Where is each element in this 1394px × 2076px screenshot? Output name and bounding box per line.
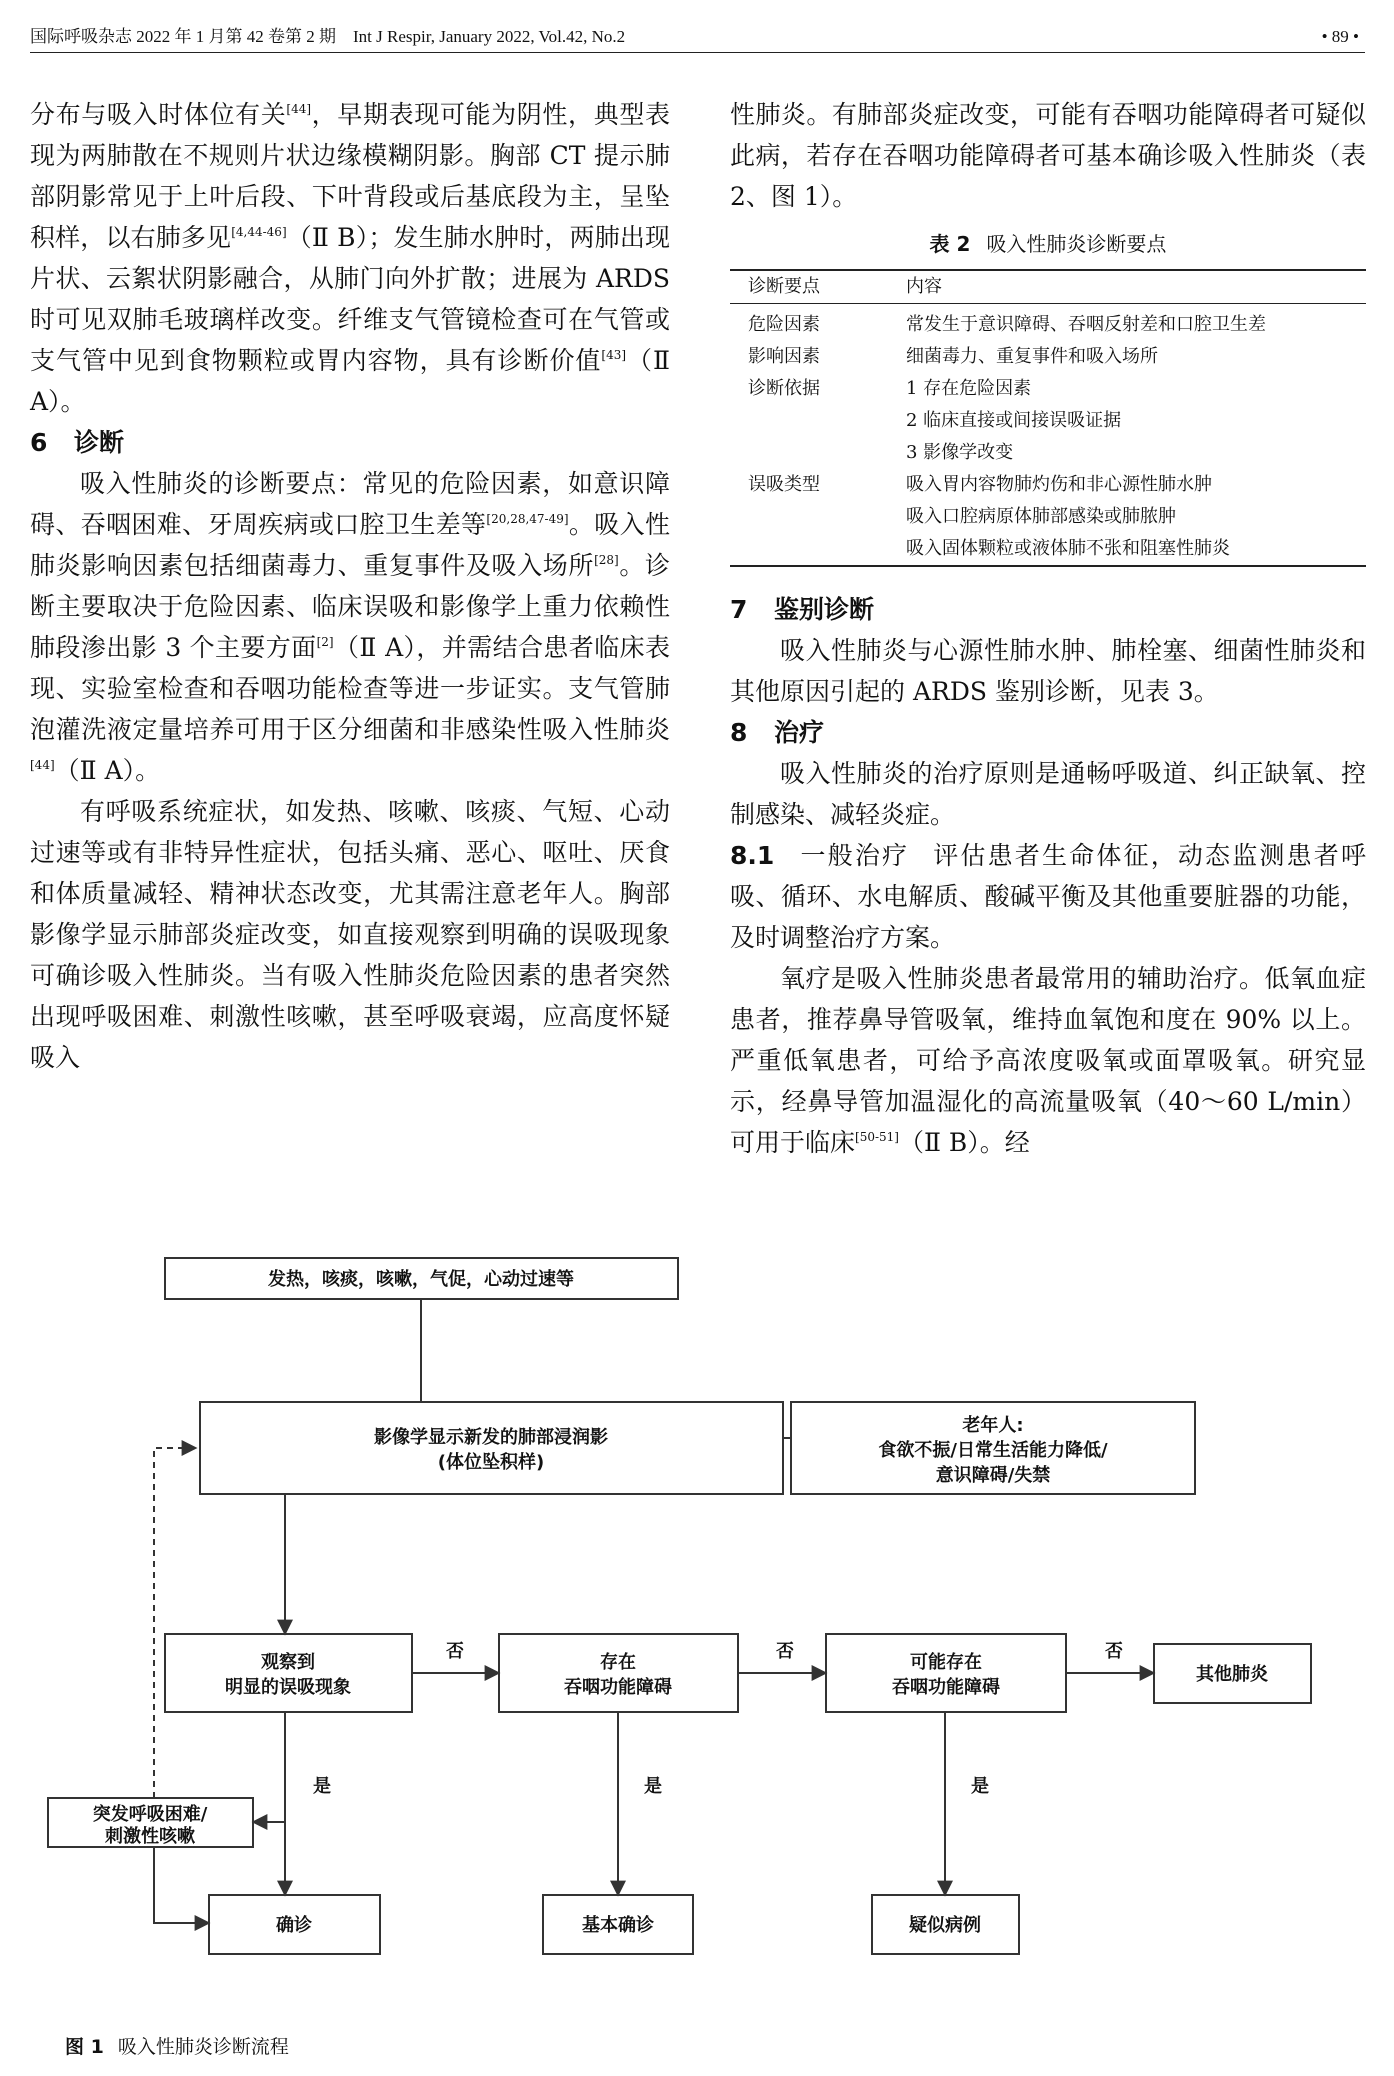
table-header-cell: 诊断要点 [748, 276, 820, 297]
maybe-dysphagia-label: 吞咽功能障碍 [892, 1677, 1000, 1698]
sudden-symptom-label: 刺激性咳嗽 [105, 1826, 195, 1847]
elderly-label: 老年人: [962, 1415, 1024, 1436]
dysphagia-label: 存在 [600, 1652, 636, 1673]
section-heading-diagnosis: 6 诊断 [30, 428, 125, 457]
diagnosis-flowchart [30, 1250, 1365, 2040]
subsection-general-treatment: 8.1 一般治疗 评估患者生命体征，动态监测患者呼吸、循环、水电解质、酸碱平衡及其他重要脏器的功能，及时调整治疗方案。 [730, 841, 1366, 952]
maybe-dysphagia-box [826, 1634, 1066, 1712]
section-heading-treatment: 8 治疗 [730, 718, 825, 747]
citation: [20,28,47-49] [486, 512, 569, 526]
section-heading-differential: 7 鉴别诊断 [730, 595, 875, 624]
table-row: 3 影像学改变 [906, 442, 1014, 463]
table-row: 吸入口腔病原体肺部感染或肺脓肿 [906, 506, 1176, 527]
observe-box [165, 1634, 412, 1712]
paragraph-treatment: 吸入性肺炎的治疗原则是通畅呼吸道、纠正缺氧、控制感染、减轻炎症。 [730, 759, 1366, 829]
other-pneumonia-label: 其他肺炎 [1196, 1664, 1268, 1685]
yes-label: 是 [971, 1776, 989, 1797]
confirmed-label: 确诊 [276, 1915, 312, 1936]
citation: [44] [30, 758, 55, 772]
citation: [44] [286, 102, 312, 116]
page-number: • 89 • [1321, 27, 1359, 46]
sudden-symptom-label: 突发呼吸困难/ [92, 1804, 208, 1825]
imaging-label: (体位坠积样) [437, 1452, 545, 1473]
yes-label: 是 [313, 1776, 331, 1797]
symptoms-label: 发热，咳痰，咳嗽，气促，心动过速等 [268, 1269, 574, 1290]
journal-info: 国际呼吸杂志 2022 年 1 月第 42 卷第 2 期 Int J Respir, January 2022, Vol.42, No.2 [30, 27, 626, 46]
dysphagia-label: 吞咽功能障碍 [564, 1677, 672, 1698]
citation: [43] [601, 348, 627, 362]
table-header-cell: 内容 [906, 276, 942, 297]
observe-label: 明显的误吸现象 [225, 1677, 351, 1698]
paragraph-diagnosis-points: 吸入性肺炎的诊断要点：常见的危险因素，如意识障碍、吞咽困难、牙周疾病或口腔卫生差等[20,28,47-49]。吸入性肺炎影响因素包括细菌毒力、重复事件及吸入场所[28]。诊断主要取决于危险因素、临床误吸和影像学上重力依赖性肺段渗出影 3 个主要方面[2]（Ⅱ A），并需结合患者临床表现、实验室检查和吞咽功能检查等进一步证实。支气管肺泡灌洗液定量培养可用于区分细菌和非感染性吸入性肺炎[44]（Ⅱ A）。 [30, 469, 670, 785]
table-header-row [730, 270, 1366, 304]
figure-caption: 图 1 吸入性肺炎诊断流程 [65, 2036, 289, 2058]
connector [154, 1847, 209, 1923]
dysphagia-box [499, 1634, 738, 1712]
no-label: 否 [1105, 1641, 1123, 1662]
citation: [28] [594, 553, 619, 567]
elderly-label: 食欲不振/日常生活能力降低/ [878, 1440, 1108, 1461]
table-row: 诊断依据 1 存在危险因素 [748, 378, 1032, 399]
diagnosis-table [730, 269, 1366, 567]
table-row: 影响因素 细菌毒力、重复事件和吸入场所 [748, 346, 1158, 367]
right-column [730, 94, 1366, 1163]
paragraph-imaging: 分布与吸入时体位有关[44]，早期表现可能为阴性，典型表现为两肺散在不规则片状边缘模糊阴影。胸部 CT 提示肺部阴影常见于上叶后段、下叶背段或后基底段为主，呈坠积样，以右肺多见[4,44-46]（Ⅱ B）；发生肺水肿时，两肺出现片状、云絮状阴影融合，从肺门向外扩散；进展为 ARDS 时可见双肺毛玻璃样改变。纤维支气管镜检查可在气管或支气管中见到食物颗粒或胃内容物，具有诊断价值[43]（Ⅱ A）。 [30, 100, 670, 416]
table-row: 2 临床直接或间接误吸证据 [906, 410, 1122, 431]
suspected-label: 疑似病例 [909, 1915, 981, 1936]
imaging-label: 影像学显示新发的肺部浸润影 [374, 1427, 608, 1448]
paragraph-continued: 性肺炎。有肺部炎症改变，可能有吞咽功能障碍者可疑似此病，若存在吞咽功能障碍者可基本确诊吸入性肺炎（表 2、图 1）。 [730, 100, 1366, 211]
table-row: 误吸类型 吸入胃内容物肺灼伤和非心源性肺水肿 [748, 474, 1212, 495]
dashed-connector [154, 1448, 196, 1798]
yes-label: 是 [644, 1776, 662, 1797]
basic-confirmed-label: 基本确诊 [582, 1915, 654, 1936]
observe-label: 观察到 [261, 1652, 315, 1673]
table-caption: 表 2 吸入性肺炎诊断要点 [929, 232, 1167, 256]
running-header [30, 22, 1365, 53]
elderly-label: 意识障碍/失禁 [935, 1465, 1051, 1486]
citation: [4,44-46] [231, 225, 287, 239]
paragraph-oxygen: 氧疗是吸入性肺炎患者最常用的辅助治疗。低氧血症患者，推荐鼻导管吸氧，维持血氧饱和度在 90% 以上。严重低氧患者，可给予高浓度吸氧或面罩吸氧。研究显示，经鼻导管加温湿化的高流量吸氧（40～60 L/min）可用于临床[50-51]（Ⅱ B）。经 [730, 964, 1366, 1157]
no-label: 否 [446, 1641, 464, 1662]
citation: [50-51] [855, 1130, 899, 1144]
citation: [2] [316, 635, 334, 649]
paragraph-differential: 吸入性肺炎与心源性肺水肿、肺栓塞、细菌性肺炎和其他原因引起的 ARDS 鉴别诊断，见表 3。 [730, 636, 1366, 706]
left-column [30, 94, 670, 1078]
paragraph-symptoms: 有呼吸系统症状，如发热、咳嗽、咳痰、气短、心动过速等或有非特异性症状，包括头痛、恶心、呕吐、厌食和体质量减轻、精神状态改变，尤其需注意老年人。胸部影像学显示肺部炎症改变，如直接观察到明确的误吸现象可确诊吸入性肺炎。当有吸入性肺炎危险因素的患者突然出现呼吸困难、刺激性咳嗽，甚至呼吸衰竭，应高度怀疑吸入 [30, 797, 670, 1072]
table-row: 危险因素 常发生于意识障碍、吞咽反射差和口腔卫生差 [748, 314, 1266, 335]
no-label: 否 [776, 1641, 794, 1662]
table-row: 吸入固体颗粒或液体肺不张和阻塞性肺炎 [730, 533, 1366, 566]
maybe-dysphagia-label: 可能存在 [910, 1652, 982, 1673]
imaging-box [200, 1402, 783, 1494]
